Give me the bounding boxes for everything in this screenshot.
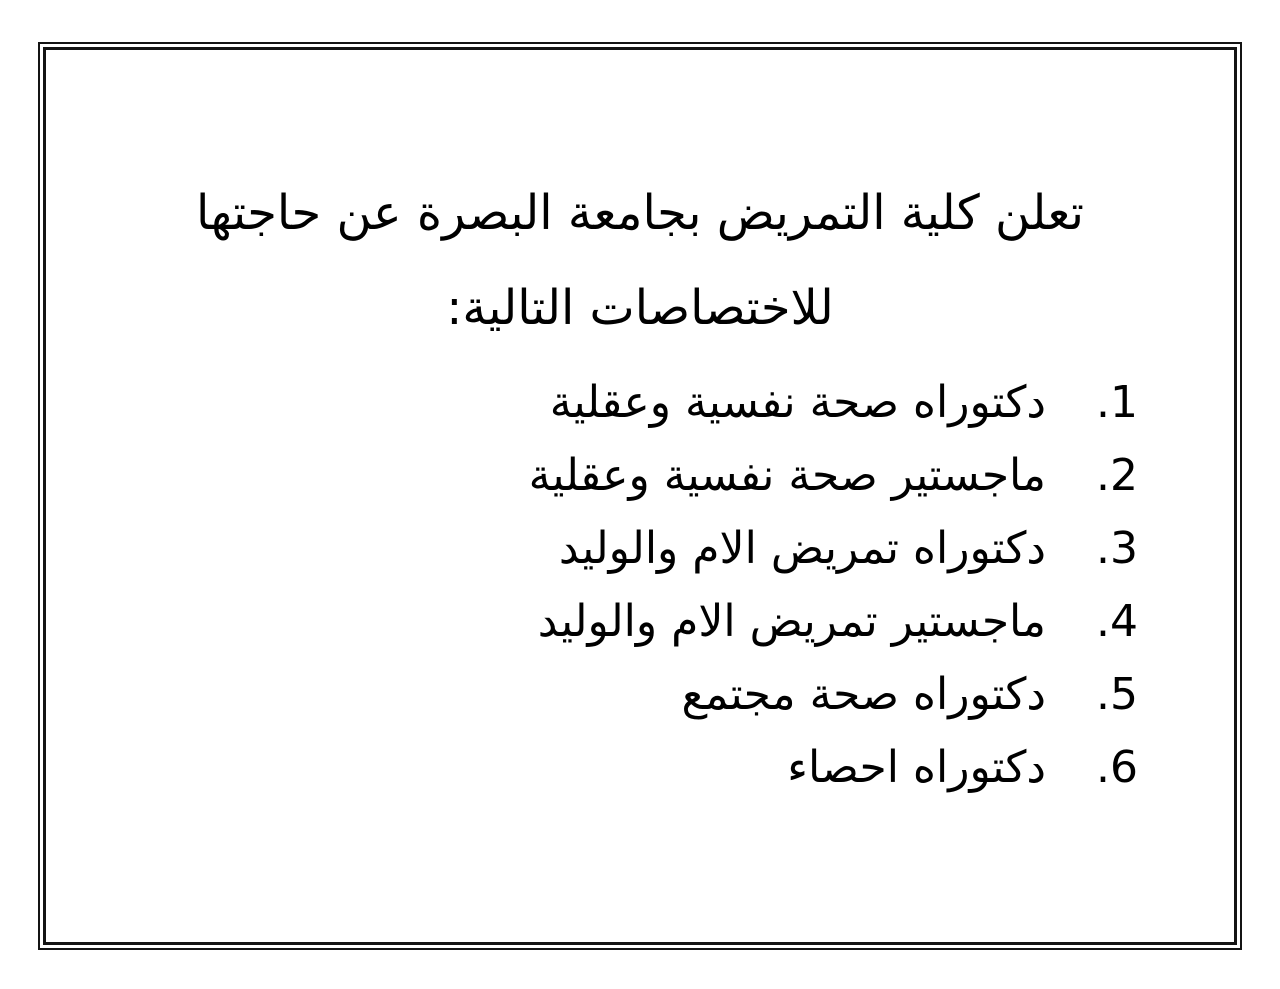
list-item xyxy=(46,658,1138,731)
list-item xyxy=(46,585,1138,658)
page-border-frame-inner xyxy=(43,47,1237,945)
list-item-label: دكتوراه تمريض الام والوليد xyxy=(558,523,1046,574)
list-item-number: 5. xyxy=(1096,669,1138,720)
list-item xyxy=(46,512,1138,585)
list-item xyxy=(46,731,1138,804)
list-item-number: 2. xyxy=(1096,450,1138,501)
announcement-title-line-2: للاختصاصات التالية: xyxy=(446,280,834,336)
list-item-number: 4. xyxy=(1096,596,1138,647)
list-item xyxy=(46,439,1138,512)
list-item-number: 6. xyxy=(1096,742,1138,793)
announcement-title-line-1: تعلن كلية التمريض بجامعة البصرة عن حاجتها xyxy=(196,185,1084,241)
specializations-list xyxy=(46,366,1138,804)
list-item-label: دكتوراه صحة نفسية وعقلية xyxy=(549,377,1046,428)
list-item xyxy=(46,366,1138,439)
list-item-label: ماجستير تمريض الام والوليد xyxy=(537,596,1046,647)
list-item-number: 1. xyxy=(1096,377,1138,428)
document-content xyxy=(46,50,1234,942)
list-item-number: 3. xyxy=(1096,523,1138,574)
announcement-title xyxy=(46,166,1234,356)
page-border-frame-outer xyxy=(38,42,1242,950)
list-item-label: ماجستير صحة نفسية وعقلية xyxy=(528,450,1046,501)
list-item-label: دكتوراه صحة مجتمع xyxy=(681,669,1046,720)
list-item-label: دكتوراه احصاء xyxy=(787,742,1046,793)
